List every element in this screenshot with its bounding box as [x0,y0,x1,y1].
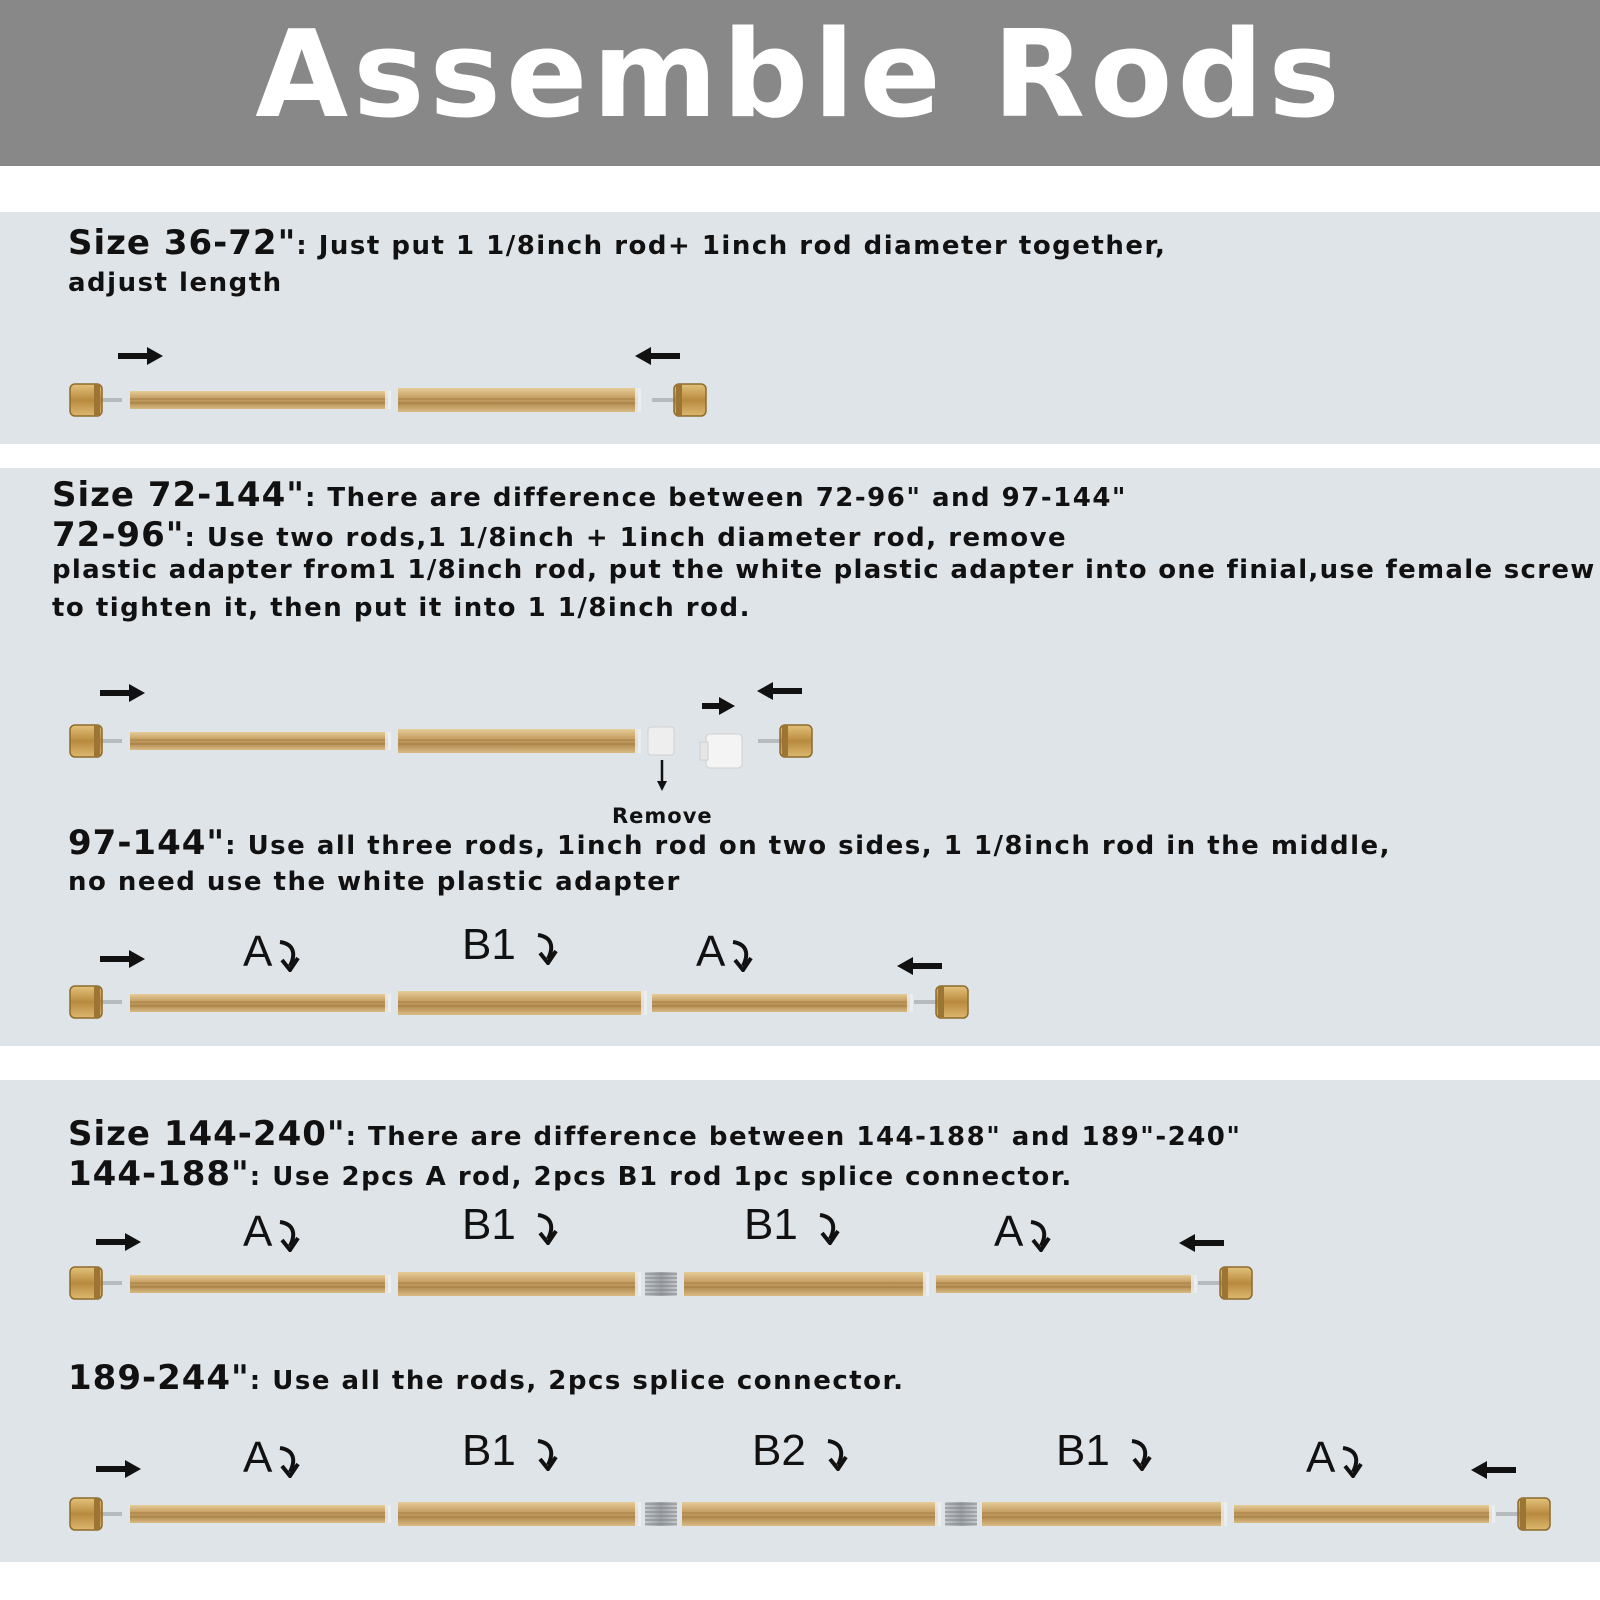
rod-label-a: A [994,1207,1053,1257]
section1-heading: Size 36-72" [68,223,297,263]
push-right-arrow-icon [129,950,145,968]
section2-sub2-line1: : Use all three rods, 1inch rod on two sides, 1 1/8inch rod in the middle, [225,831,1392,861]
rod [130,732,388,750]
rod [398,991,644,1015]
section3-sub2-line: : Use all the rods, 2pcs splice connector. [249,1366,905,1396]
push-right-arrow-icon [125,1460,141,1478]
rod [398,388,638,412]
rod-label-b1: B1 [462,1200,560,1250]
section2-sub1-heading: 72-96" [52,515,185,555]
section1-line1: : Just put 1 1/8inch rod+ 1inch rod diameter together, [296,231,1167,261]
splice-connector [645,1272,677,1296]
push-right-arrow-icon [125,1233,141,1251]
section2-sub1-line2: plastic adapter from1 1/8inch rod, put the white plastic adapter into one finial,use female screw [52,555,1596,585]
finial-end-cap [758,725,812,757]
section3-heading: Size 144-240" [68,1114,346,1154]
section2-sub1-line1: : Use two rods,1 1/8inch + 1inch diameter rod, remove [184,523,1068,553]
finial-end-cap [1198,1267,1252,1299]
rod-label-a: A [243,1433,302,1483]
finial-end-cap [70,1267,122,1299]
rod [682,1502,938,1526]
section2-sub2-line2: no need use the white plastic adapter [68,867,681,897]
rod-label-a: A [696,927,755,977]
section2-sub2-heading: 97-144" [68,823,226,863]
plastic-adapter [648,727,674,755]
rod [398,1502,638,1526]
rod [982,1502,1224,1526]
rod-label-b1: B1 [744,1200,842,1250]
finial-end-cap [652,384,706,416]
rod [684,1272,926,1296]
white-plastic-adapter [706,734,742,768]
rod [652,994,910,1012]
section1-text-line2: adjust length [68,268,283,298]
push-right-arrow-icon [147,347,163,365]
finial-end-cap [1496,1498,1550,1530]
rod-label-a: A [243,927,302,977]
push-left-arrow-icon [1471,1461,1487,1479]
push-left-arrow-icon [897,957,913,975]
rod-label-b1: B1 [462,1426,560,1476]
finial-end-cap [70,725,122,757]
rod-label-b1: B1 [1056,1426,1154,1476]
push-right-arrow-icon [129,684,145,702]
rod [398,1272,638,1296]
splice-connector [645,1502,677,1526]
section2-heading: Size 72-144" [52,475,305,515]
rod-label-a: A [243,1207,302,1257]
section3-sub1-line: : Use 2pcs A rod, 2pcs B1 rod 1pc splice connector. [249,1162,1073,1192]
rod-label-a: A [1306,1433,1365,1483]
push-right-arrow-icon [719,697,735,715]
splice-connector [945,1502,977,1526]
rod-label-b1: B1 [462,920,560,970]
rod [130,391,388,409]
section3-sub2-heading: 189-244" [68,1358,250,1398]
push-left-arrow-icon [1179,1234,1195,1252]
finial-end-cap [70,986,122,1018]
finial-end-cap [914,986,968,1018]
push-left-arrow-icon [757,682,773,700]
rod [398,729,638,753]
rod [130,994,388,1012]
finial-end-cap [70,384,122,416]
rod [1234,1505,1492,1523]
rod [130,1505,388,1523]
rod [130,1275,388,1293]
remove-label: Remove [612,804,713,828]
section3-sub1-heading: 144-188" [68,1154,250,1194]
section2-sub1-line3: to tighten it, then put it into 1 1/8inch rod. [52,593,751,623]
finial-end-cap [70,1498,122,1530]
page-title: Assemble Rods [255,6,1345,145]
rod [936,1275,1194,1293]
section3-heading-text: : There are difference between 144-188" and 189"-240" [345,1122,1242,1152]
rod-label-b2: B2 [752,1426,850,1476]
push-left-arrow-icon [635,347,651,365]
section2-heading-text: : There are difference between 72-96" and 97-144" [304,483,1127,513]
